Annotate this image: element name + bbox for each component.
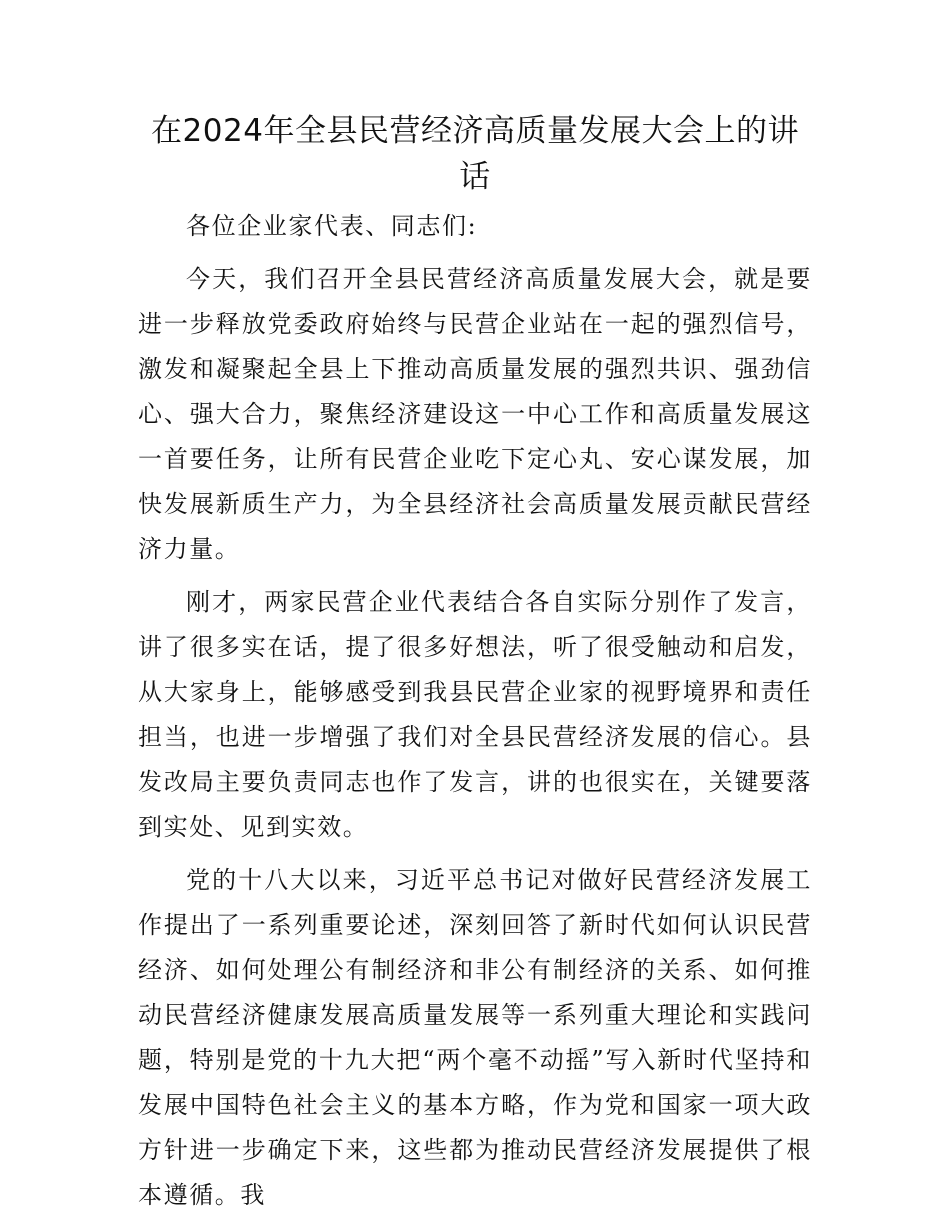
paragraph: 刚才，两家民营企业代表结合各自实际分别作了发言，讲了很多实在话，提了很多好想法，听了很受触动和启发，从大家身上，能够感受到我县民营企业家的视野境界和责任担当，也进一步增强了我们对全县民营经济发展的信心。县发改局主要负责同志也作了发言，讲的也很实在，关键要落到实处、见到实效。 — [138, 588, 812, 841]
document-title: 在2024年全县民营经济高质量发展大会上的讲话 — [151, 113, 799, 195]
salutation: 各位企业家代表、同志们: — [186, 212, 478, 240]
paragraph: 今天，我们召开全县民营经济高质量发展大会，就是要进一步释放党委政府始终与民营企业站在一起的强烈信号，激发和凝聚起全县上下推动高质量发展的强烈共识、强劲信心、强大合力，聚焦经济建设这一中心工作和高质量发展这一首要任务，让所有民营企业吃下定心丸、安心谋发展，加快发展新质生产力，为全县经济社会高质量发展贡献民营经济力量。 — [138, 265, 812, 563]
paragraph: 党的十八大以来，习近平总书记对做好民营经济发展工作提出了一系列重要论述，深刻回答了新时代如何认识民营经济、如何处理公有制经济和非公有制经济的关系、如何推动民营经济健康发展高质量发展等一系列重大理论和实践问题，特别是党的十九大把“两个毫不动摇”写入新时代坚持和发展中国特色社会主义的基本方略，作为党和国家一项大政方针进一步确定下来，这些都为推动民营经济发展提供了根本遵循。我 — [138, 866, 812, 1209]
document-page — [138, 108, 812, 1226]
